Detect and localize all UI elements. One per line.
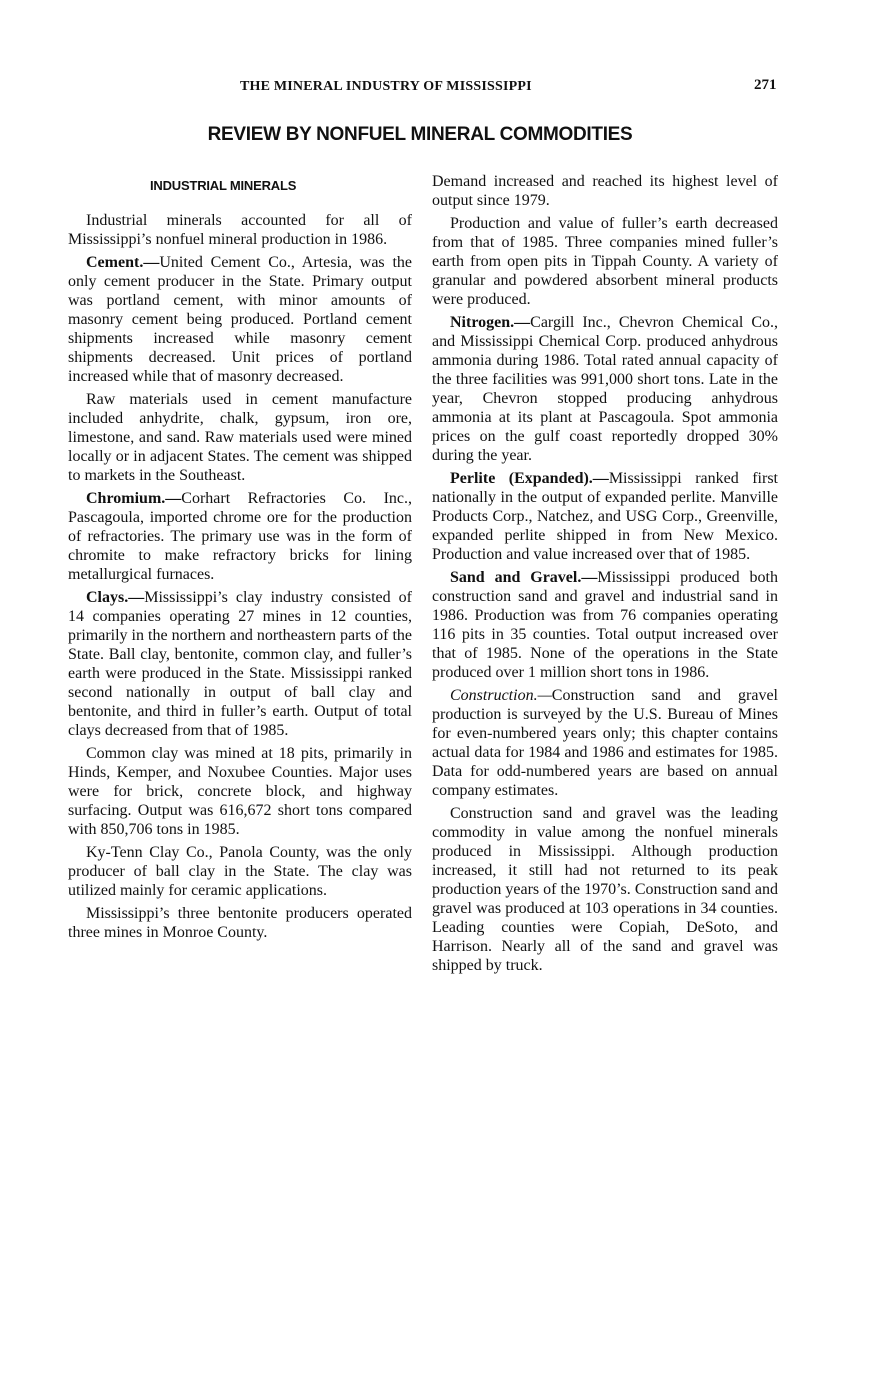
paragraph-cement-text: United Cement Co., Artesia, was the only cement producer in the State. Primary output was portland cement, with minor amounts of masonry cement being produced. Portland cement shipments increased while masonry cement shipments decreased. Unit prices of portland increased while that of masonry decreased. — [68, 254, 412, 385]
running-title: THE MINERAL INDUSTRY OF MISSISSIPPI — [240, 79, 532, 94]
paragraph-raw-materials: Raw materials used in cement manufacture included anhydrite, chalk, gypsum, iron ore, limestone, and sand. Raw materials used were mined locally or in adjacent States. The cement was shipped to markets in the Southeast. — [68, 391, 412, 484]
run-in-heading-construction: Construction.— — [450, 687, 552, 704]
run-in-heading-clays: Clays.— — [86, 589, 145, 606]
paragraph-clays — [68, 588, 412, 740]
run-in-heading-chromium: Chromium.— — [86, 490, 182, 507]
paragraph-sand-gravel — [432, 568, 778, 682]
paragraph-common-clay: Common clay was mined at 18 pits, primarily in Hinds, Kemper, and Noxubee Counties. Major uses were for brick, concrete block, and highway surfacing. Output was 616,672 short tons compared with 850,706 tons in 1985. — [68, 745, 412, 838]
paragraph-demand: Demand increased and reached its highest level of output since 1979. — [432, 173, 778, 209]
paragraph-ball-clay: Ky-Tenn Clay Co., Panola County, was the only producer of ball clay in the State. The clay was utilized mainly for ceramic applications. — [68, 844, 412, 899]
section-heading: REVIEW BY NONFUEL MINERAL COMMODITIES — [207, 124, 633, 145]
page-number: 271 — [754, 77, 777, 93]
paragraph-bentonite: Mississippi’s three bentonite producers operated three mines in Monroe County. — [68, 905, 412, 941]
left-column — [68, 172, 412, 946]
run-in-heading-perlite: Perlite (Expanded).— — [450, 470, 609, 487]
paragraph-construction — [432, 686, 778, 800]
running-head — [0, 79, 889, 99]
paragraph-chromium — [68, 489, 412, 584]
run-in-heading-sand-gravel: Sand and Gravel.— — [450, 569, 598, 586]
paragraph-chromium-text: Corhart Refractories Co. Inc., Pascagoula, imported chrome ore for the production of refractories. The primary use was in the form of chromite to make refractory bricks for lining metallurgical furnaces. — [68, 490, 412, 583]
paragraph-construction-value: Construction sand and gravel was the leading commodity in value among the nonfuel minerals produced in Mississippi. Although production increased, it still had not returned to its peak production years of the 1970’s. Construction sand and gravel was produced at 103 operations in 34 counties. Leading counties were Copiah, DeSoto, and Harrison. Nearly all of the sand and gravel was shipped by truck. — [432, 805, 778, 974]
paragraph-intro: Industrial minerals accounted for all of Mississippi’s nonfuel mineral production in 1986. — [68, 212, 412, 248]
run-in-heading-cement: Cement.— — [86, 254, 160, 271]
paragraph-perlite-text: Mississippi ranked first nationally in the output of expanded perlite. Manville Products Corp., Natchez, and USG Corp., Greenville, expanded perlite shipped in from New Mexico. Production and value increased over that of 1985. — [432, 470, 778, 563]
right-column — [432, 172, 778, 979]
paragraph-perlite — [432, 469, 778, 564]
paragraph-fullers-earth: Production and value of fuller’s earth decreased from that of 1985. Three companies mined fuller’s earth from open pits in Tippah County. A variety of granular and powdered absorbent mineral products were produced. — [432, 215, 778, 308]
paragraph-clays-text: Mississippi’s clay industry consisted of 14 companies operating 27 mines in 12 counties, primarily in the northern and northeastern parts of the State. Ball clay, bentonite, common clay, and fuller’s earth were produced in the State. Mississippi ranked second nationally in output of ball clay and bentonite, and third in fuller’s earth. Output of total clays decreased from that of 1985. — [68, 589, 412, 739]
paragraph-construction-text: Construction sand and gravel production is surveyed by the U.S. Bureau of Mines for even-numbered years only; this chapter contains actual data for 1984 and 1986 and estimates for 1985. Data for odd-numbered years are based on annual company estimates. — [432, 687, 778, 799]
paragraph-cement — [68, 253, 412, 386]
paragraph-sand-gravel-text: Mississippi produced both construction sand and gravel and industrial sand in 1986. Production was from 76 companies operating 116 pits in 35 counties. Total output increased over that of 1985. None of the operations in the State produced over 1 million short tons in 1986. — [432, 569, 778, 681]
paragraph-nitrogen-text: Cargill Inc., Chevron Chemical Co., and Mississippi Chemical Corp. produced anhydrous ammonia during 1986. Total rated annual capacity of the three facilities was 991,000 short tons. Late in the year, Chevron stopped producing anhydrous ammonia at its plant at Pascagoula. Spot ammonia prices on the gulf coast reportedly dropped 30% during the year. — [432, 314, 778, 464]
paragraph-nitrogen — [432, 313, 778, 465]
run-in-heading-nitrogen: Nitrogen.— — [450, 314, 531, 331]
subsection-heading: INDUSTRIAL MINERALS — [150, 178, 297, 193]
